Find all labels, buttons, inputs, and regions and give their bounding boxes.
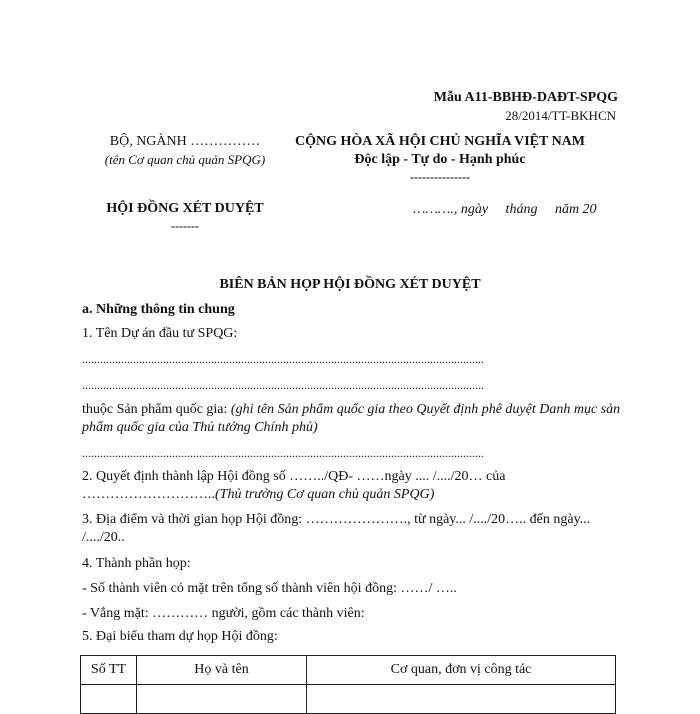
item-2-decision: 2. Quyết định thành lập Hội đồng số ……../QĐ- ……ngày .... /..../20… của [82,469,506,484]
header-organization: Cơ quan, đơn vị công tác [307,656,616,685]
header-no: Số TT [81,656,137,685]
representatives-table [80,655,616,714]
republic-header: CỘNG HÒA XÃ HỘI CHỦ NGHĨA VIỆT NAM [294,134,585,149]
issuer-dots: ……………………….. [82,487,215,502]
members-absent: - Vắng mặt: ………… người, gồm các thành viên: [82,606,365,621]
ministry-note: (tên Cơ quan chủ quản SPQG) [104,152,266,167]
item-5-representatives: 5. Đại biểu tham dự họp Hội đồng: [82,629,278,644]
section-a-heading: a. Những thông tin chung [82,302,235,317]
table-cell [137,685,307,714]
form-code: Mẫu A11-BBHĐ-DAĐT-SPQG [433,90,618,105]
issuer-note: (Thủ trưởng Cơ quan chủ quản SPQG) [215,487,435,502]
national-product-label: thuộc Sản phẩm quốc gia: [82,402,231,417]
members-present: - Số thành viên có mặt trên tổng số thành viên hội đồng: ……/ ….. [82,581,457,596]
table-cell [307,685,616,714]
national-product-note-continued: phẩm quốc gia của Thủ tướng Chính phủ) [82,420,318,435]
circular-reference: 28/2014/TT-BKHCN [505,108,616,123]
table-header-row [81,656,616,685]
ministry-name: BỘ, NGÀNH …………… [109,134,261,149]
item-2-issuer-line [82,487,434,503]
national-product-line [82,402,620,418]
item-3-continued: /..../20.. [82,530,125,545]
dotted-line-2: ...................................................................................................................................... [82,378,484,392]
item-4-attendance: 4. Thành phần họp: [82,556,191,571]
document-title: BIÊN BẢN HỌP HỘI ĐỒNG XÉT DUYỆT [219,277,481,292]
table-row [81,685,616,714]
dotted-line-1: ...................................................................................................................................... [82,352,484,366]
motto-divider: --------------- [410,170,470,184]
date-line: ………., ngày tháng năm 20 [413,202,597,217]
national-motto: Độc lập - Tự do - Hạnh phúc [354,152,526,167]
national-product-note: (ghi tên Sản phẩm quốc gia theo Quyết định phê duyệt Danh mục sản [230,402,621,417]
item-1-project-name: 1. Tên Dự án đầu tư SPQG: [82,326,238,341]
council-name: HỘI ĐỒNG XÉT DUYỆT [106,201,264,216]
table-cell [81,685,137,714]
item-3-venue-time: 3. Địa điểm và thời gian họp Hội đồng: …………………., từ ngày... /..../20….. đến ngày... [82,512,591,527]
header-full-name: Họ và tên [137,656,307,685]
dotted-line-3: ...................................................................................................................................... [82,446,484,460]
council-divider: ------- [171,219,199,233]
